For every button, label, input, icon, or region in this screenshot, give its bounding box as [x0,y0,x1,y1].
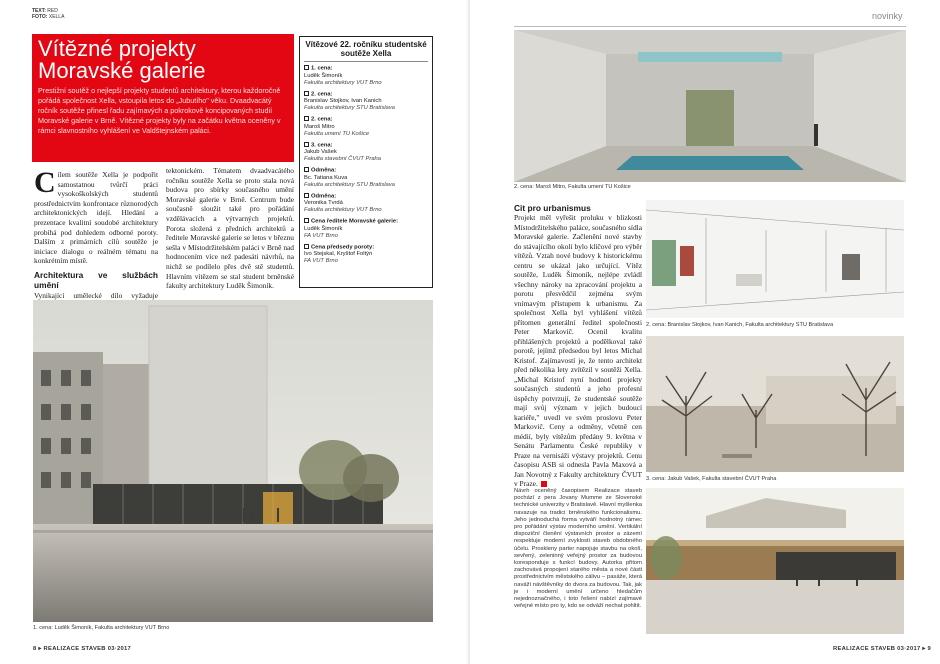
award-school: Fakulta architektury VUT Brno [304,207,382,213]
winners-box [299,36,433,288]
right-article-body [514,213,642,489]
award-item [304,116,428,138]
award-school: Fakulta architektury VUT Brno [304,79,382,86]
award-item [304,244,428,266]
credits-photo-value: XELLA [48,14,65,20]
subheading: Architektura ve službách umění [34,269,158,290]
award-item [304,193,428,215]
checkbox-icon [304,218,309,223]
checkbox-icon [304,244,309,249]
award-names: Maroš Mitro [304,123,335,130]
article-column-2 [166,166,294,291]
courtyard-illustration [646,336,904,472]
award-school: FA VUT Brno [304,232,338,239]
lead-paragraph: Prestižní soutěž o nejlepší projekty studentů architektury, kterou každoročně pořádá společnost Xella, vstoupila letos do „Jubutího" věku. Dvaadvacátý ročník soutěže přinesl řadu zajímavých a pokrokově koncipovaných studií Moravské galerie v Brně. Vítězné projekty byly na začátku května oceněny v rámci slavnostního vyhlášení ve Valdštejnském paláci. [38,86,281,135]
article-column-1 [34,166,158,310]
award-head: Odměna: [311,167,337,174]
award-school: FA VUT Brno [304,258,338,264]
article-paragraph: Vynikající umělecké dílo vyžaduje [34,290,158,300]
caption-r1: 2. cena: Maroš Mitro, Fakulta umení TU Košice [514,184,631,190]
main-photo-render [33,300,433,622]
award-head: Cena ředitele Moravské galerie: [311,218,398,225]
checkbox-icon [304,167,309,172]
award-school: Fakulta umení TU Košice [304,130,370,137]
award-head: Odměna: [311,193,337,199]
award-names: Luděk Šimoník [304,225,343,232]
exhibition-hall-illustration [646,200,904,318]
checkbox-icon [304,91,309,96]
award-school: Fakulta architektury STU Bratislava [304,181,395,188]
award-item [304,91,428,113]
render-interior-pool [514,30,906,182]
pool-interior-illustration [514,30,906,182]
award-names: Jakub Vašek [304,149,337,155]
right-subheading: Cit pro urbanismus [514,203,591,213]
award-school: Fakulta architektury STU Bratislava [304,105,395,111]
drop-cap: C [34,166,56,199]
gallery-render-illustration [33,300,433,622]
award-item [304,142,428,164]
award-head: Cena předsedy poroty: [311,244,375,250]
checkbox-icon [304,65,309,70]
award-head: 3. cena: [311,142,333,148]
credits-photo-label: FOTO: [32,14,48,20]
headline: Vítězné projekty Moravské galerie [38,36,206,83]
winners-title: Vítězové 22. ročníku studentské soutěže Xella [304,40,428,62]
end-mark-icon [541,481,547,487]
sidebar-text: Návrh oceněný časopisem Realizace staveb pochází z pera Jovany Mumme ze Slovenské technické univerzity v Bratislavě. Hlavní myšlenka navazuje na tradici brněnského funkcionalismu. Jeho jednoduchá forma vytváří hodnotný rámec pro pořádání výstav moderního umění. Vertikální dispoziční členění výstavních prostor a zázemí respektuje moderní zvyklosti staveb obdobného účelu. Proskleny parter napojuje stavbu na okolí, sevřený, zeleninný veřejný prostor za budovou koresponduje s funkcí budovy. Autorka přitom zachovává propojení starého města a nové části prostřednictvím městského zálivu – pasáže, která naváží návštěvníky do dvora za budovou. Tak, jak je i moderní umění určeno hledačům nejednoznačného, i toto řešení nabízí zajímavé veřejné místo pro ty, kdo se odváží nechat pohltit. [514,488,642,610]
award-item [304,218,428,240]
award-names: Branislav Stojkov, Ivan Kanich [304,98,382,104]
caption-main: 1. cena: Luděk Šimoník, Fakulta architektury VUT Brno [33,625,170,631]
caption-r3: 3. cena: Jakub Vašek, Fakulta stavební ČVUT Praha [646,476,777,482]
award-names: Bc. Tatiana Kuva [304,174,348,181]
header-rule [514,26,906,27]
section-tag: novinky [872,11,903,21]
award-head: 2. cena: [311,116,333,123]
checkbox-icon [304,193,309,198]
article-paragraph [34,166,158,266]
caption-r2: 2. cena: Branislav Stojkov, Ivan Kanich, Fakulta architektury STU Bratislava [646,322,834,328]
award-head: 2. cena: [311,91,333,97]
award-names: Veronika Tvrdá [304,200,343,206]
award-item [304,167,428,189]
right-article-text: Projekt měl vyřešit proluku v blízkosti Místodržitelského paláce, současného sídla Moravské galerie. Začlenění nové stavby do stávajícího okolí bylo klíčové pro výběr vítězů. Vztah nové budovy k historickému centru se ukázal jako určující. Vítěz soutěže, Luděk Šimoník, nejlépe zvládl všechny nároky na zpracování projektu a porotu přesvědčil zejména svým vnímavým přístupem k urbanismu. Za společnost Xella byl vyhlášení vítězů přítomen generální ředitel společnosti Peter Markovič. Ocenil kvalitu přihlášených projektů a podělkoval také porotě, jejímž předsedou byl letos Michal Kristof. Zajímavostí je, že tento architekt před několika lety zvítězil v soutěži Xella. „Michal Kristof nyní hodnotí projekty současných studentů a jeho profesní úspěchy potvrzují, že studentské soutěže mají svůj význam v jejich budoucí kariéře," uvedl ve svém proslovu Peter Markovič. Ceny a odměny, včetně cen médií, byly vítězům předány 9. května v Senátu Parlamentu České republiky v Praze na vernisáži výstavy projektů. Cenu časopisu ASB si odnesla Pavla Maxová a Jan Novotný z Fakulty architektury ČVUT v Praze. [514,213,642,488]
street-view-illustration [646,488,904,634]
checkbox-icon [304,116,309,121]
footer-right: REALIZACE STAVEB 03·2017 ▸ 9 [833,646,932,652]
footer-left: 8 ▸ REALIZACE STAVEB 03·2017 [33,646,132,652]
award-head: 1. cena: [311,65,333,72]
render-street-view [646,488,904,634]
headline-box [32,34,294,162]
render-courtyard-trees [646,336,904,472]
credits-text-value: RED [47,8,58,14]
render-exhibition-hall [646,200,904,318]
credits [32,8,64,20]
award-names: Ivo Stejskal, Kryštof Foltýn [304,251,373,257]
article-text: ílem soutěže Xella je podpořit samostatnou tvůrčí práci vysokoškolských studentů prostřednictvím konfrontace různorodých architektonických idejí. Hledání a prezentace kvalitní soudobé architektury probíhá pod dohledem odborné poroty. Dalším z primárních cílů soutěže je iniciace dialogu o reálném tématu na konkrétním místě. [34,170,158,266]
award-names: Luděk Šimoník [304,72,343,79]
checkbox-icon [304,142,309,147]
award-item [304,65,428,87]
credits-text-label: TEXT: [32,8,46,14]
award-school: Fakulta stavební ČVUT Praha [304,156,382,162]
right-article [514,203,642,489]
article-paragraph: tektonickém. Tématem dvaadvacátého ročníku soutěže Xella se proto stala nová budova pro sbírky současného umění Moravské galerie v Brně. Centrum bude současně sloužit také pro pořádání vzdělávacích a výtvarných projektů. Porota složená z předních architektů a ředitele Moravské galerie se letos v březnu sešla v Místodržitelském paláci v Brně nad hodnocením více než padesáti návrhů, na nichž se podílelo přes dvě stě studentů. Hlavním vítězem se stal student brněnské fakulty architektury Luděk Šimoník. [166,166,294,291]
